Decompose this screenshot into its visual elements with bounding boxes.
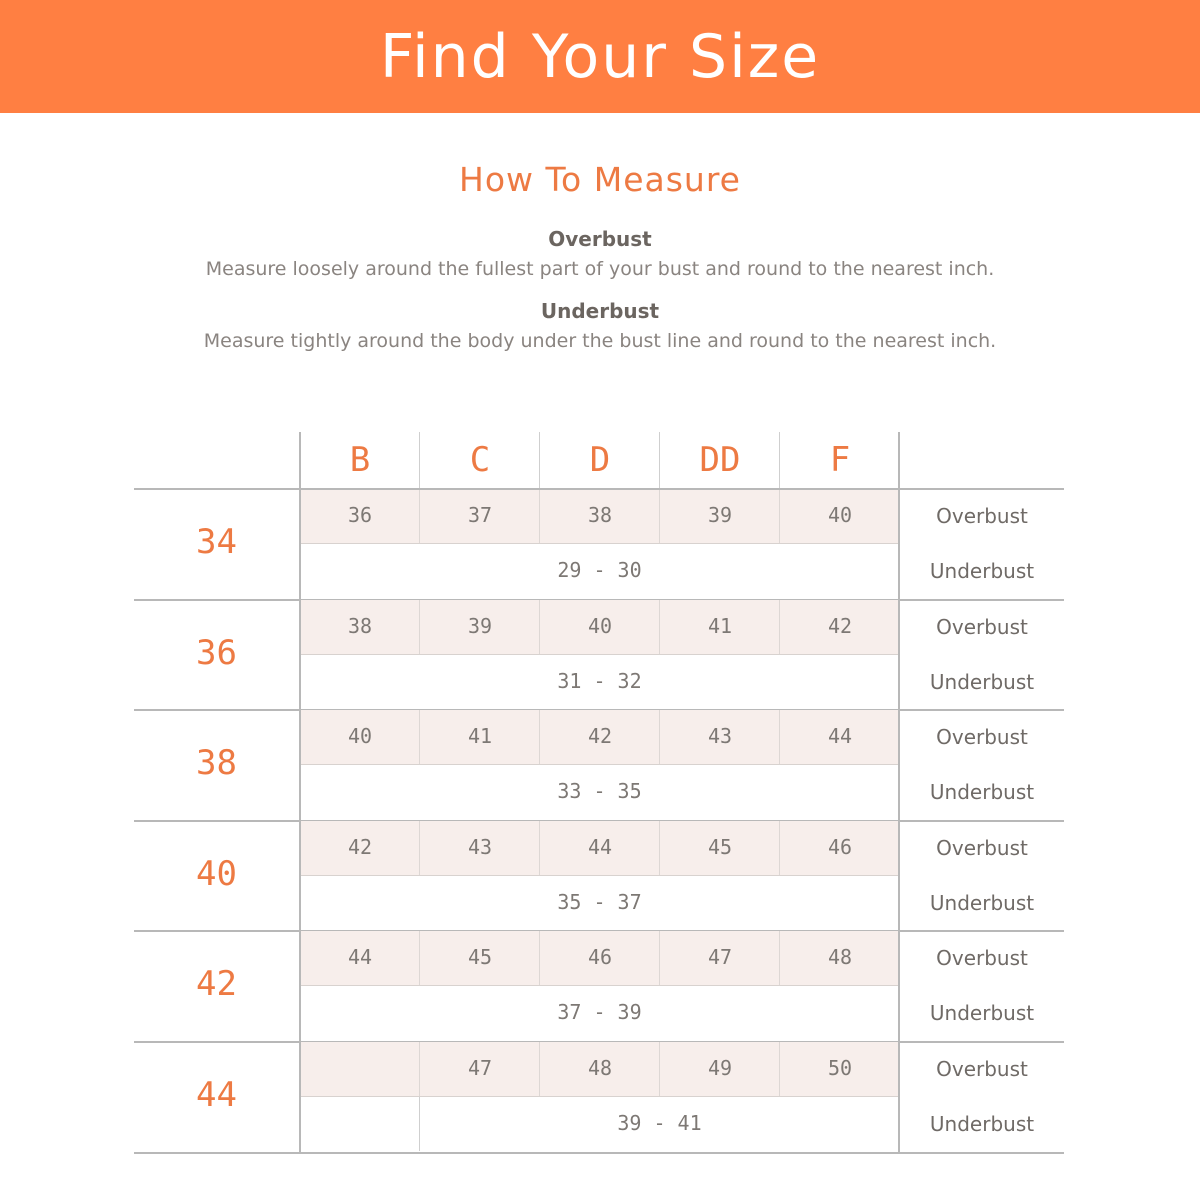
cup-header-divider	[779, 432, 780, 488]
overbust-value: 36	[347, 503, 373, 527]
underbust-range: 35 - 37	[557, 889, 642, 914]
overbust-value: 49	[707, 1056, 733, 1080]
overbust-value: 41	[467, 724, 493, 749]
underbust-range: 31 - 32	[557, 668, 642, 693]
underbust-range: 39 - 41	[617, 1111, 702, 1135]
how-to-measure-title: How To Measure	[459, 160, 741, 199]
overbust-value: 46	[827, 834, 853, 859]
cup-header-b: B	[349, 440, 371, 480]
header-divider	[134, 488, 1064, 490]
underbust-range: 33 - 35	[557, 779, 642, 804]
overbust-value: 41	[707, 613, 733, 638]
overbust-row-label: Overbust	[936, 835, 1028, 860]
overbust-value: 46	[587, 945, 613, 970]
overbust-description: Measure loosely around the fullest part of your bust and round to the nearest inch.	[205, 258, 995, 280]
overbust-row-label: Overbust	[936, 725, 1028, 750]
band-size-label: 42	[196, 964, 237, 1005]
band-size-label: 34	[196, 522, 237, 562]
overbust-value: 42	[827, 613, 853, 638]
overbust-row-label: Overbust	[936, 614, 1028, 639]
cup-header-dd: DD	[699, 440, 741, 480]
row-inner-divider	[300, 764, 899, 765]
row-inner-divider	[300, 1096, 899, 1097]
cup-header-divider	[539, 432, 540, 488]
cup-header-divider	[419, 432, 420, 488]
row-inner-divider	[300, 875, 899, 876]
cup-header-divider	[659, 432, 660, 488]
cup-header-d: D	[589, 440, 611, 480]
overbust-value: 40	[587, 613, 613, 638]
underbust-row-label: Underbust	[929, 1001, 1035, 1026]
overbust-value: 45	[707, 834, 733, 859]
overbust-value: 43	[707, 724, 733, 749]
overbust-value: 47	[467, 1056, 493, 1080]
overbust-value: 40	[347, 724, 373, 749]
overbust-value: 44	[347, 945, 373, 970]
band-size-label: 38	[196, 743, 237, 784]
overbust-row-label: Overbust	[936, 946, 1028, 971]
band-size-label: 40	[196, 853, 237, 894]
band-column-divider	[299, 432, 301, 1152]
cup-header-c: C	[469, 440, 491, 480]
underbust-row-label: Underbust	[929, 559, 1035, 583]
overbust-value: 39	[707, 503, 733, 527]
overbust-value: 47	[707, 945, 733, 970]
underbust-row-label: Underbust	[929, 1112, 1035, 1136]
row-inner-divider	[300, 654, 899, 655]
underbust-row-label: Underbust	[929, 780, 1035, 805]
band-size-label: 36	[196, 632, 237, 673]
label-column-divider	[898, 432, 900, 1152]
cup-header-f: F	[829, 440, 851, 480]
overbust-value: 48	[587, 1056, 613, 1080]
underbust-range: 29 - 30	[557, 558, 642, 582]
overbust-value: 37	[467, 503, 493, 527]
underbust-row-label: Underbust	[929, 890, 1035, 915]
overbust-cell-bg	[300, 1042, 420, 1096]
overbust-value: 44	[827, 724, 853, 749]
overbust-value: 40	[827, 503, 853, 527]
overbust-heading: Overbust	[548, 227, 652, 251]
row-divider	[134, 1152, 1064, 1154]
overbust-value: 44	[587, 834, 613, 859]
row-inner-divider	[300, 985, 899, 986]
overbust-value: 38	[587, 503, 613, 527]
underbust-description: Measure tightly around the body under the bust line and round to the nearest inch.	[203, 330, 997, 352]
underbust-heading: Underbust	[540, 299, 660, 323]
empty-cell-divider	[419, 1096, 420, 1151]
overbust-value: 38	[347, 613, 373, 638]
underbust-range: 37 - 39	[557, 1000, 642, 1025]
overbust-value: 43	[467, 834, 493, 859]
overbust-row-label: Overbust	[936, 1057, 1028, 1081]
overbust-value: 39	[467, 613, 493, 638]
band-size-label: 44	[196, 1075, 237, 1115]
overbust-value: 45	[467, 945, 493, 970]
page-title: Find Your Size	[379, 21, 821, 92]
overbust-value: 42	[587, 724, 613, 749]
row-inner-divider	[300, 543, 899, 544]
overbust-row-label: Overbust	[936, 504, 1028, 528]
overbust-value: 48	[827, 945, 853, 970]
overbust-value: 50	[827, 1056, 853, 1080]
overbust-value: 42	[347, 834, 373, 859]
underbust-row-label: Underbust	[929, 669, 1035, 694]
